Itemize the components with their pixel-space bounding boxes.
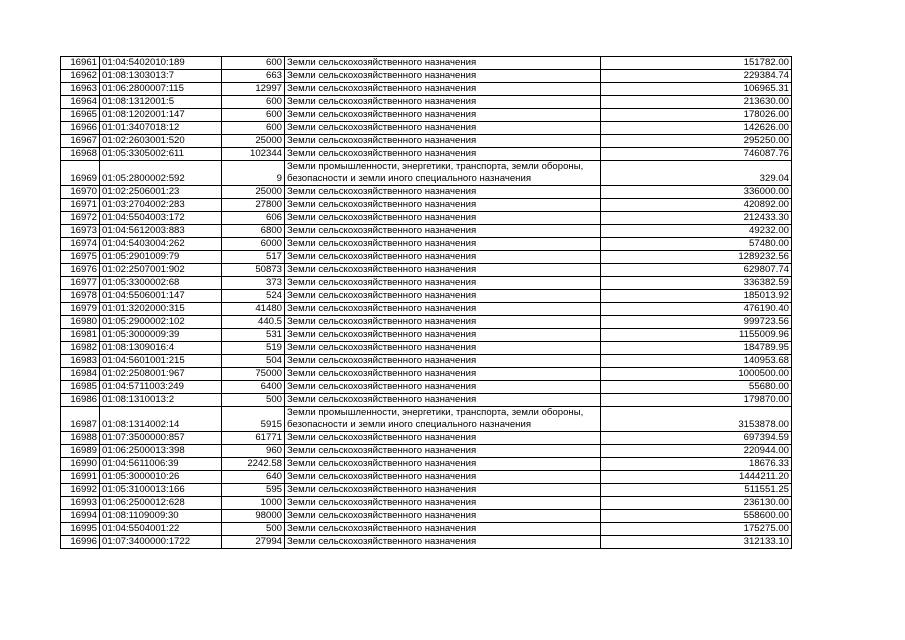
- cadastral-value-cell: 212433.30: [601, 212, 792, 225]
- land-category-cell: Земли сельскохозяйственного назначения: [285, 536, 601, 549]
- cadastral-number-cell: 01:08:1310013:2: [100, 394, 222, 407]
- area-cell: 440.5: [222, 316, 285, 329]
- row-number-cell: 16976: [61, 264, 100, 277]
- cadastral-number-cell: 01:05:3300002:68: [100, 277, 222, 290]
- cadastral-number-cell: 01:05:3100013:166: [100, 484, 222, 497]
- cadastral-value-cell: 151782.00: [601, 57, 792, 70]
- cadastral-number-cell: 01:04:5612003:883: [100, 225, 222, 238]
- cadastral-number-cell: 01:07:3500000:857: [100, 432, 222, 445]
- area-cell: 1000: [222, 497, 285, 510]
- land-registry-table: [60, 56, 792, 549]
- cadastral-value-cell: 511551.25: [601, 484, 792, 497]
- cadastral-value-cell: 49232.00: [601, 225, 792, 238]
- area-cell: 12997: [222, 83, 285, 96]
- cadastral-number-cell: 01:04:5611006:39: [100, 458, 222, 471]
- cadastral-value-cell: 295250.00: [601, 135, 792, 148]
- cadastral-value-cell: 220944.00: [601, 445, 792, 458]
- area-cell: 2242.58: [222, 458, 285, 471]
- table-row: [61, 342, 792, 355]
- table-row: [61, 523, 792, 536]
- cadastral-number-cell: 01:04:5711003:249: [100, 381, 222, 394]
- land-category-cell: Земли сельскохозяйственного назначения: [285, 238, 601, 251]
- land-category-cell: Земли сельскохозяйственного назначения: [285, 225, 601, 238]
- land-category-cell: Земли сельскохозяйственного назначения: [285, 122, 601, 135]
- area-cell: 50873: [222, 264, 285, 277]
- cadastral-number-cell: 01:08:1314002:14: [100, 407, 222, 432]
- cadastral-number-cell: 01:03:2704002:283: [100, 199, 222, 212]
- row-number-cell: 16993: [61, 497, 100, 510]
- land-category-cell: Земли промышленности, энергетики, транспорта, земли обороны, безопасности и земли иного специального назначения: [285, 407, 601, 432]
- area-cell: 531: [222, 329, 285, 342]
- area-cell: 6000: [222, 238, 285, 251]
- row-number-cell: 16968: [61, 148, 100, 161]
- area-cell: 519: [222, 342, 285, 355]
- area-cell: 500: [222, 394, 285, 407]
- table-row: [61, 510, 792, 523]
- land-category-cell: Земли сельскохозяйственного назначения: [285, 523, 601, 536]
- cadastral-value-cell: 229384.74: [601, 70, 792, 83]
- row-number-cell: 16974: [61, 238, 100, 251]
- area-cell: 600: [222, 109, 285, 122]
- area-cell: 102344: [222, 148, 285, 161]
- cadastral-value-cell: 236130.00: [601, 497, 792, 510]
- row-number-cell: 16988: [61, 432, 100, 445]
- land-category-cell: Земли сельскохозяйственного назначения: [285, 445, 601, 458]
- cadastral-number-cell: 01:04:5504003:172: [100, 212, 222, 225]
- cadastral-value-cell: 18676.33: [601, 458, 792, 471]
- row-number-cell: 16971: [61, 199, 100, 212]
- cadastral-value-cell: 106965.31: [601, 83, 792, 96]
- cadastral-value-cell: 420892.00: [601, 199, 792, 212]
- table-row: [61, 471, 792, 484]
- row-number-cell: 16981: [61, 329, 100, 342]
- area-cell: 517: [222, 251, 285, 264]
- cadastral-value-cell: 1444211.20: [601, 471, 792, 484]
- land-category-cell: Земли сельскохозяйственного назначения: [285, 148, 601, 161]
- table-row: [61, 432, 792, 445]
- cadastral-value-cell: 1155009.96: [601, 329, 792, 342]
- table-row: [61, 135, 792, 148]
- row-number-cell: 16996: [61, 536, 100, 549]
- table-row: [61, 57, 792, 70]
- cadastral-value-cell: 140953.68: [601, 355, 792, 368]
- cadastral-value-cell: 558600.00: [601, 510, 792, 523]
- row-number-cell: 16962: [61, 70, 100, 83]
- cadastral-number-cell: 01:08:1309016:4: [100, 342, 222, 355]
- row-number-cell: 16970: [61, 186, 100, 199]
- row-number-cell: 16995: [61, 523, 100, 536]
- row-number-cell: 16983: [61, 355, 100, 368]
- table-row: [61, 109, 792, 122]
- land-category-cell: Земли сельскохозяйственного назначения: [285, 135, 601, 148]
- area-cell: 663: [222, 70, 285, 83]
- cadastral-number-cell: 01:05:2800002:592: [100, 161, 222, 186]
- row-number-cell: 16977: [61, 277, 100, 290]
- cadastral-number-cell: 01:04:5403004:262: [100, 238, 222, 251]
- table-row: [61, 161, 792, 186]
- table-row: [61, 264, 792, 277]
- land-category-cell: Земли сельскохозяйственного назначения: [285, 109, 601, 122]
- row-number-cell: 16994: [61, 510, 100, 523]
- cadastral-value-cell: 179870.00: [601, 394, 792, 407]
- area-cell: 75000: [222, 368, 285, 381]
- cadastral-value-cell: 3153878.00: [601, 407, 792, 432]
- cadastral-number-cell: 01:05:2901009:79: [100, 251, 222, 264]
- table-row: [61, 225, 792, 238]
- table-row: [61, 96, 792, 109]
- area-cell: 960: [222, 445, 285, 458]
- area-cell: 25000: [222, 135, 285, 148]
- land-category-cell: Земли сельскохозяйственного назначения: [285, 290, 601, 303]
- area-cell: 9: [222, 161, 285, 186]
- land-category-cell: Земли сельскохозяйственного назначения: [285, 381, 601, 394]
- cadastral-value-cell: 142626.00: [601, 122, 792, 135]
- cadastral-value-cell: 178026.00: [601, 109, 792, 122]
- area-cell: 524: [222, 290, 285, 303]
- table-row: [61, 122, 792, 135]
- cadastral-value-cell: 1000500.00: [601, 368, 792, 381]
- cadastral-number-cell: 01:04:5506001:147: [100, 290, 222, 303]
- land-category-cell: Земли сельскохозяйственного назначения: [285, 316, 601, 329]
- row-number-cell: 16985: [61, 381, 100, 394]
- land-category-cell: Земли сельскохозяйственного назначения: [285, 458, 601, 471]
- row-number-cell: 16961: [61, 57, 100, 70]
- area-cell: 27800: [222, 199, 285, 212]
- area-cell: 606: [222, 212, 285, 225]
- row-number-cell: 16973: [61, 225, 100, 238]
- table-row: [61, 238, 792, 251]
- table-row: [61, 316, 792, 329]
- land-category-cell: Земли сельскохозяйственного назначения: [285, 432, 601, 445]
- area-cell: 595: [222, 484, 285, 497]
- row-number-cell: 16989: [61, 445, 100, 458]
- row-number-cell: 16975: [61, 251, 100, 264]
- table-row: [61, 355, 792, 368]
- cadastral-value-cell: 697394.59: [601, 432, 792, 445]
- table-row: [61, 445, 792, 458]
- land-category-cell: Земли сельскохозяйственного назначения: [285, 484, 601, 497]
- cadastral-number-cell: 01:04:5601001:215: [100, 355, 222, 368]
- cadastral-number-cell: 01:04:5504001:22: [100, 523, 222, 536]
- cadastral-value-cell: 746087.76: [601, 148, 792, 161]
- area-cell: 640: [222, 471, 285, 484]
- table-row: [61, 148, 792, 161]
- cadastral-number-cell: 01:08:1109009:30: [100, 510, 222, 523]
- land-category-cell: Земли сельскохозяйственного назначения: [285, 368, 601, 381]
- area-cell: 504: [222, 355, 285, 368]
- cadastral-number-cell: 01:07:3400000:1722: [100, 536, 222, 549]
- cadastral-value-cell: 999723.56: [601, 316, 792, 329]
- land-category-cell: Земли сельскохозяйственного назначения: [285, 394, 601, 407]
- row-number-cell: 16966: [61, 122, 100, 135]
- table-body: [61, 57, 792, 549]
- cadastral-value-cell: 55680.00: [601, 381, 792, 394]
- cadastral-number-cell: 01:05:3305002:611: [100, 148, 222, 161]
- table-row: [61, 83, 792, 96]
- land-category-cell: Земли сельскохозяйственного назначения: [285, 342, 601, 355]
- area-cell: 600: [222, 122, 285, 135]
- cadastral-value-cell: 312133.10: [601, 536, 792, 549]
- area-cell: 98000: [222, 510, 285, 523]
- land-category-cell: Земли сельскохозяйственного назначения: [285, 277, 601, 290]
- cadastral-number-cell: 01:06:2800007:115: [100, 83, 222, 96]
- table-row: [61, 212, 792, 225]
- land-category-cell: Земли сельскохозяйственного назначения: [285, 70, 601, 83]
- cadastral-value-cell: 336382.59: [601, 277, 792, 290]
- cadastral-number-cell: 01:05:3000010:26: [100, 471, 222, 484]
- row-number-cell: 16978: [61, 290, 100, 303]
- land-category-cell: Земли сельскохозяйственного назначения: [285, 497, 601, 510]
- row-number-cell: 16980: [61, 316, 100, 329]
- cadastral-number-cell: 01:05:3000009:39: [100, 329, 222, 342]
- cadastral-number-cell: 01:02:2507001:902: [100, 264, 222, 277]
- cadastral-number-cell: 01:02:2603001:520: [100, 135, 222, 148]
- row-number-cell: 16990: [61, 458, 100, 471]
- cadastral-value-cell: 185013.92: [601, 290, 792, 303]
- cadastral-number-cell: 01:01:3407018:12: [100, 122, 222, 135]
- table-row: [61, 199, 792, 212]
- land-category-cell: Земли сельскохозяйственного назначения: [285, 264, 601, 277]
- cadastral-value-cell: 476190.40: [601, 303, 792, 316]
- land-category-cell: Земли сельскохозяйственного назначения: [285, 199, 601, 212]
- table-row: [61, 290, 792, 303]
- area-cell: 6400: [222, 381, 285, 394]
- area-cell: 6800: [222, 225, 285, 238]
- table-row: [61, 186, 792, 199]
- cadastral-number-cell: 01:06:2500012:628: [100, 497, 222, 510]
- table-row: [61, 251, 792, 264]
- land-category-cell: Земли сельскохозяйственного назначения: [285, 329, 601, 342]
- area-cell: 373: [222, 277, 285, 290]
- table-row: [61, 277, 792, 290]
- land-category-cell: Земли сельскохозяйственного назначения: [285, 355, 601, 368]
- area-cell: 600: [222, 57, 285, 70]
- cadastral-number-cell: 01:05:2900002:102: [100, 316, 222, 329]
- cadastral-number-cell: 01:02:2506001:23: [100, 186, 222, 199]
- cadastral-number-cell: 01:08:1312001:5: [100, 96, 222, 109]
- area-cell: 500: [222, 523, 285, 536]
- cadastral-value-cell: 184789.95: [601, 342, 792, 355]
- area-cell: 600: [222, 96, 285, 109]
- cadastral-value-cell: 629807.74: [601, 264, 792, 277]
- cadastral-number-cell: 01:01:3202000:315: [100, 303, 222, 316]
- cadastral-number-cell: 01:04:5402010:189: [100, 57, 222, 70]
- cadastral-value-cell: 213630.00: [601, 96, 792, 109]
- cadastral-number-cell: 01:06:2500013:398: [100, 445, 222, 458]
- table-row: [61, 536, 792, 549]
- cadastral-value-cell: 175275.00: [601, 523, 792, 536]
- row-number-cell: 16982: [61, 342, 100, 355]
- row-number-cell: 16987: [61, 407, 100, 432]
- table-row: [61, 303, 792, 316]
- land-category-cell: Земли сельскохозяйственного назначения: [285, 303, 601, 316]
- table-row: [61, 381, 792, 394]
- table-row: [61, 394, 792, 407]
- land-category-cell: Земли сельскохозяйственного назначения: [285, 251, 601, 264]
- row-number-cell: 16979: [61, 303, 100, 316]
- table-row: [61, 484, 792, 497]
- area-cell: 41480: [222, 303, 285, 316]
- cadastral-number-cell: 01:08:1202001:147: [100, 109, 222, 122]
- table-row: [61, 70, 792, 83]
- land-category-cell: Земли сельскохозяйственного назначения: [285, 83, 601, 96]
- table-row: [61, 368, 792, 381]
- land-category-cell: Земли сельскохозяйственного назначения: [285, 510, 601, 523]
- row-number-cell: 16991: [61, 471, 100, 484]
- area-cell: 61771: [222, 432, 285, 445]
- row-number-cell: 16984: [61, 368, 100, 381]
- row-number-cell: 16967: [61, 135, 100, 148]
- row-number-cell: 16963: [61, 83, 100, 96]
- row-number-cell: 16986: [61, 394, 100, 407]
- land-category-cell: Земли сельскохозяйственного назначения: [285, 186, 601, 199]
- land-category-cell: Земли сельскохозяйственного назначения: [285, 96, 601, 109]
- row-number-cell: 16965: [61, 109, 100, 122]
- cadastral-value-cell: 336000.00: [601, 186, 792, 199]
- table-row: [61, 458, 792, 471]
- land-category-cell: Земли сельскохозяйственного назначения: [285, 471, 601, 484]
- cadastral-value-cell: 329.04: [601, 161, 792, 186]
- row-number-cell: 16972: [61, 212, 100, 225]
- row-number-cell: 16992: [61, 484, 100, 497]
- cadastral-value-cell: 57480.00: [601, 238, 792, 251]
- table-row: [61, 329, 792, 342]
- row-number-cell: 16969: [61, 161, 100, 186]
- area-cell: 25000: [222, 186, 285, 199]
- land-category-cell: Земли сельскохозяйственного назначения: [285, 57, 601, 70]
- cadastral-number-cell: 01:02:2508001:967: [100, 368, 222, 381]
- land-category-cell: Земли промышленности, энергетики, транспорта, земли обороны, безопасности и земли иного специального назначения: [285, 161, 601, 186]
- cadastral-number-cell: 01:08:1303013:7: [100, 70, 222, 83]
- land-category-cell: Земли сельскохозяйственного назначения: [285, 212, 601, 225]
- table-row: [61, 497, 792, 510]
- row-number-cell: 16964: [61, 96, 100, 109]
- table-row: [61, 407, 792, 432]
- area-cell: 5915: [222, 407, 285, 432]
- area-cell: 27994: [222, 536, 285, 549]
- cadastral-value-cell: 1289232.56: [601, 251, 792, 264]
